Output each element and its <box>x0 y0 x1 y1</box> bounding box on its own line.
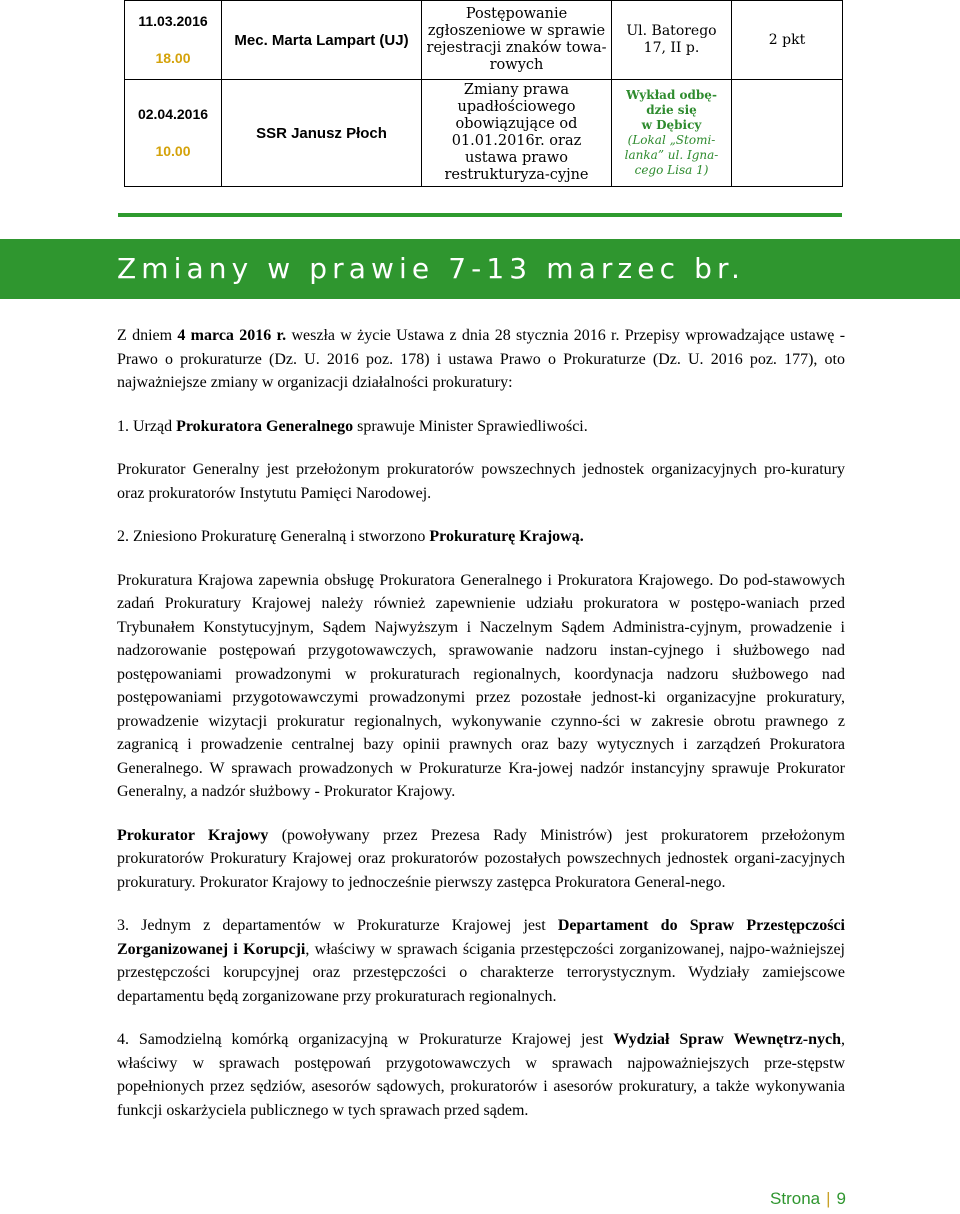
paragraph-3 <box>117 525 845 549</box>
schedule-date: 02.04.2016 <box>137 106 209 122</box>
lecture-schedule-table <box>124 0 843 187</box>
text-run-bold: Prokuraturę Krajową. <box>429 528 584 545</box>
schedule-points: 2 pkt <box>732 1 843 80</box>
text-run: , właściwy w sprawach ścigania przestępczości zorganizowanej, najpo-ważniejszej przestępczości korupcyjnej oraz przestępczości o charakterze terrorystycznym. Wydziały zamiejscowe departamentu będą zorganizowane przy prokuraturach regionalnych. <box>117 940 846 1005</box>
venue-note-line: Wykład odbę- <box>626 88 717 102</box>
schedule-place: Ul. Batorego 17, II p. <box>612 1 732 80</box>
text-run-bold: Prokurator Krajowy <box>117 826 269 844</box>
schedule-topic: Postępowanie zgłoszeniowe w sprawie rejestracji znaków towa-rowych <box>422 1 612 80</box>
section-banner <box>0 239 960 299</box>
text-run: 4. Samodzielną komórką organizacyjną w Prokuraturze Krajowej jest <box>117 1031 614 1048</box>
text-run: Z dniem <box>117 327 178 344</box>
schedule-place-cell <box>612 80 732 187</box>
venue-address-line: (Lokal „Stomi- <box>627 133 716 147</box>
section-title: Zmiany w prawie 7-13 marzec br. <box>117 252 745 285</box>
schedule-row <box>125 80 843 187</box>
page-footer <box>770 1189 846 1209</box>
schedule-row <box>125 1 843 80</box>
text-run: sprawuje Minister Sprawiedliwości. <box>353 417 588 435</box>
schedule-time: 18.00 <box>155 50 191 66</box>
schedule-lecturer: SSR Janusz Płoch <box>222 80 422 187</box>
intro-paragraph <box>117 324 845 395</box>
venue-note-line: dzie się <box>646 103 697 117</box>
paragraph-1 <box>117 415 845 439</box>
text-run-bold: Prokuratora Generalnego <box>176 417 354 435</box>
footer-label: Strona <box>770 1189 821 1208</box>
paragraph-7 <box>117 1028 845 1122</box>
paragraph-2: Prokurator Generalny jest przełożonym prokuratorów powszechnych jednostek organizacyjnych pro-kuratury oraz prokuratorów Instytutu Pamięci Narodowej. <box>117 461 845 502</box>
article-body <box>117 320 845 1122</box>
text-run: 1. Urząd <box>117 417 177 435</box>
text-run-bold: Departament do Spraw Przestępczości Zorganizowanej i Korupcji <box>117 917 845 958</box>
section-divider <box>118 213 842 217</box>
venue-address-line: lanka” ul. Igna- <box>624 148 719 162</box>
schedule-topic: Zmiany prawa upadłościowego obowiązujące od 01.01.2016r. oraz ustawa prawo restrukturyza-cyjne <box>422 80 612 187</box>
text-run: 2. Zniesiono Prokuraturę Generalną i stworzono <box>117 528 430 545</box>
paragraph-6 <box>117 914 845 1008</box>
schedule-time: 10.00 <box>155 143 191 159</box>
schedule-date: 11.03.2016 <box>138 13 208 29</box>
text-run: weszła w życie Ustawa z dnia 28 stycznia 2016 r. Przepisy wprowadzające ustawę - Prawo o prokuraturze (Dz. U. 2016 poz. 178) i ustawa Prawo o Prokuraturze (Dz. U. 2016 poz. 177), oto najważniejsze zmiany w organizacji działalności prokuratury: <box>117 327 846 391</box>
schedule-date-cell <box>125 1 222 80</box>
schedule-date-cell <box>125 80 222 187</box>
text-run: (powoływany przez Prezesa Rady Ministrów) jest prokuratorem przełożonym prokuratorów Prokuratury Krajowej oraz prokuratorów pozostałych powszechnych jednostek organi-zacyjnych prokuratury. Prokurator Krajowy to jednocześnie pierwszy zastępca Prokuratora General-nego. <box>117 826 845 891</box>
schedule-venue <box>615 88 728 178</box>
page-number: 9 <box>836 1189 846 1208</box>
schedule-lecturer: Mec. Marta Lampart (UJ) <box>222 1 422 80</box>
paragraph-5 <box>117 824 845 895</box>
text-run: , właściwy w sprawach postępowań przygotowawczych w sprawach najpoważniejszych prze-stępstw popełnionych przez sędziów, asesorów sądowych, prokuratorów i asesorów prokuratury, a także wykonywania funkcji oskarżyciela publicznego w tych sprawach przed sądem. <box>117 1031 846 1119</box>
text-run: 3. Jednym z departamentów w Prokuraturze Krajowej jest <box>117 917 558 934</box>
paragraph-4: Prokuratura Krajowa zapewnia obsługę Prokuratora Generalnego i Prokuratora Krajowego. Do pod-stawowych zadań Prokuratury Krajowej należy również zapewnienie udziału prokuratora w postępo-waniach przed Trybunałem Konstytucyjnym, Sądem Najwyższym i Naczelnym Sądem Administra-cyjnym, prowadzenie i nadzorowanie postępowań przygotowawczych, sprawowanie nadzoru instan-cyjnego i służbowego nad postępowaniami prowadzonymi w prokuraturach regionalnych, koordynacja nadzoru służbowego nad postępowaniami przygotowawczymi prowadzonymi przez pozostałe jednost-ki organizacyjne prokuratury, prowadzenie wizytacji prokuratur regionalnych, wykonywanie czynno-ści w zakresie obrotu prawnego z zagranicą i prowadzenie centralnej bazy opinii prawnych oraz bazy wytycznych i zarządzeń Prokuratora Generalnego. W sprawach prowadzonych w Prokuraturze Kra-jowej nadzór instancyjny sprawuje Prokurator Generalny, a nadzór służbowy - Prokurator Krajowy. <box>117 571 845 800</box>
footer-separator: | <box>826 1189 831 1208</box>
venue-note-line: w Dębicy <box>641 118 702 132</box>
venue-address-line: cego Lisa 1) <box>634 163 709 177</box>
text-run-bold: Wydział Spraw Wewnętrz-nych <box>613 1031 842 1048</box>
schedule-points <box>732 80 843 187</box>
text-run-bold: 4 marca 2016 r. <box>177 327 287 344</box>
